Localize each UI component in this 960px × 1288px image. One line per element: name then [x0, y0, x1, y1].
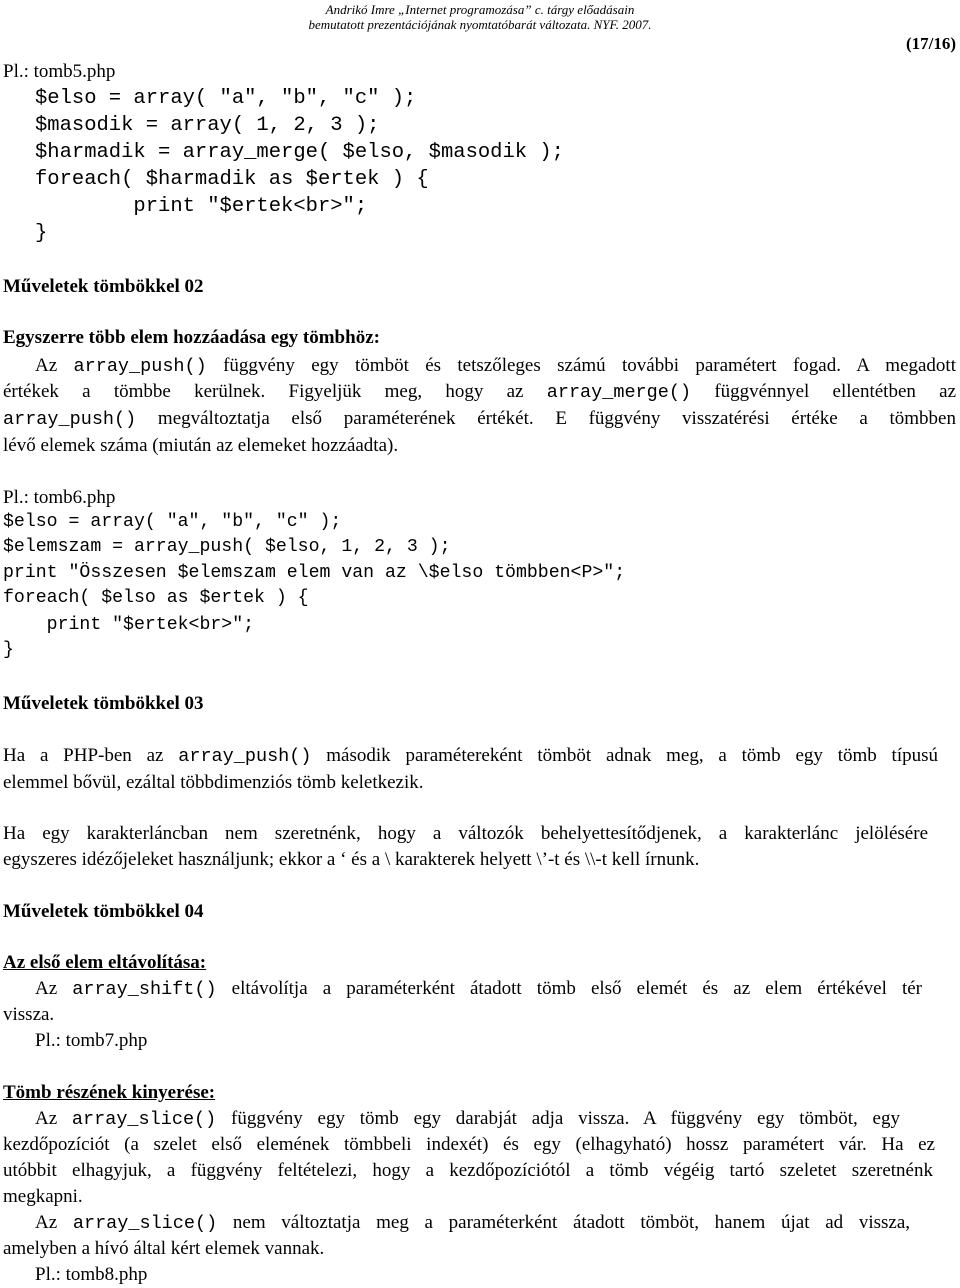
example-label-tomb5: Pl.: tomb5.php	[3, 61, 116, 82]
code-line: $elemszam = array_push( $elso, 1, 2, 3 );	[3, 537, 451, 557]
paragraph-line: Ha egy karakterláncban nem szeretnénk, hogy a változók behelyettesítődjenek, a karakterlánc jelölésére	[3, 823, 928, 844]
code-line: print "$ertek<br>";	[35, 195, 368, 218]
code-line: $harmadik = array_merge( $elso, $masodik );	[35, 141, 564, 164]
code-line: }	[3, 640, 14, 660]
section-heading-04: Műveletek tömbökkel 04	[3, 901, 204, 922]
paragraph-line: array_push() megváltoztatja első paraméterének értékét. E függvény visszatérési értéke a tömbben	[3, 408, 956, 430]
paragraph-line: Az array_slice() nem változtatja meg a paraméterként átadott tömböt, hanem újat ad vissza,	[35, 1212, 911, 1234]
header-line-2: bemutatott prezentációjának nyomtatóbarát változata. NYF. 2007.	[308, 17, 652, 32]
subheading-multi-add: Egyszerre több elem hozzáadása egy tömbhöz:	[3, 327, 380, 348]
subheading-slice: Tömb részének kinyerése:	[3, 1082, 216, 1103]
example-label-tomb6: Pl.: tomb6.php	[3, 487, 116, 508]
code-line: $masodik = array( 1, 2, 3 );	[35, 114, 380, 137]
code-line: foreach( $elso as $ertek ) {	[3, 588, 309, 608]
example-label-tomb7: Pl.: tomb7.php	[35, 1030, 148, 1051]
paragraph-line: értékek a tömbbe kerülnek. Figyeljük meg, hogy az array_merge() függvénnyel ellentétben az	[3, 381, 957, 403]
code-line: $elso = array( "a", "b", "c" );	[35, 87, 417, 110]
paragraph-line: egyszeres idézőjeleket használjunk; ekkor a ‘ és a \ karakterek helyett \’-t és \\-t kell írnunk.	[3, 849, 700, 870]
paragraph-line: kezdőpozíciót (a szelet első elemének tömbbeli indexét) és egy (elhagyható) hossz paramétert vár. Ha ez	[3, 1134, 935, 1155]
paragraph-line: amelyben a hívó által kért elemek vannak.	[3, 1238, 325, 1259]
paragraph-line: megkapni.	[3, 1186, 83, 1207]
paragraph-line: Az array_push() függvény egy tömböt és tetszőleges számú további paramétert fogad. A megadott	[35, 355, 956, 377]
code-line: $elso = array( "a", "b", "c" );	[3, 512, 342, 532]
paragraph-line: Ha a PHP-ben az array_push() második paramétereként tömböt adnak meg, a tömb egy tömb típusú	[3, 745, 938, 767]
example-label-tomb8: Pl.: tomb8.php	[35, 1264, 148, 1285]
paragraph-line: lévő elemek száma (miután az elemeket hozzáadta).	[3, 435, 399, 456]
code-line: print "$ertek<br>";	[3, 615, 255, 635]
page-number: (17/16)	[905, 34, 956, 53]
paragraph-line: Az array_shift() eltávolítja a paraméterként átadott tömb első elemét és az elem értékével tér	[35, 978, 922, 1000]
paragraph-line: utóbbit elhagyjuk, a függvény feltételezi, hogy a kezdőpozíciótól a tömb végéig tartó szeletet szeretnénk	[3, 1160, 933, 1181]
paragraph-line: elemmel bővül, ezáltal többdimenziós tömb keletkezik.	[3, 772, 424, 793]
header-line-1: Andrikó Imre „Internet programozása” c. tárgy előadásain	[325, 2, 635, 17]
subheading-remove-first: Az első elem eltávolítása:	[3, 952, 207, 973]
paragraph-line: Az array_slice() függvény egy tömb egy darabját adja vissza. A függvény egy tömböt, egy	[35, 1108, 900, 1130]
section-heading-03: Műveletek tömbökkel 03	[3, 693, 204, 714]
section-heading-02: Műveletek tömbökkel 02	[3, 276, 204, 297]
code-line: foreach( $harmadik as $ertek ) {	[35, 168, 429, 191]
code-line: }	[35, 222, 48, 245]
code-line: print "Összesen $elemszam elem van az \$elso tömbben<P>";	[3, 563, 626, 583]
paragraph-line: vissza.	[3, 1004, 55, 1025]
